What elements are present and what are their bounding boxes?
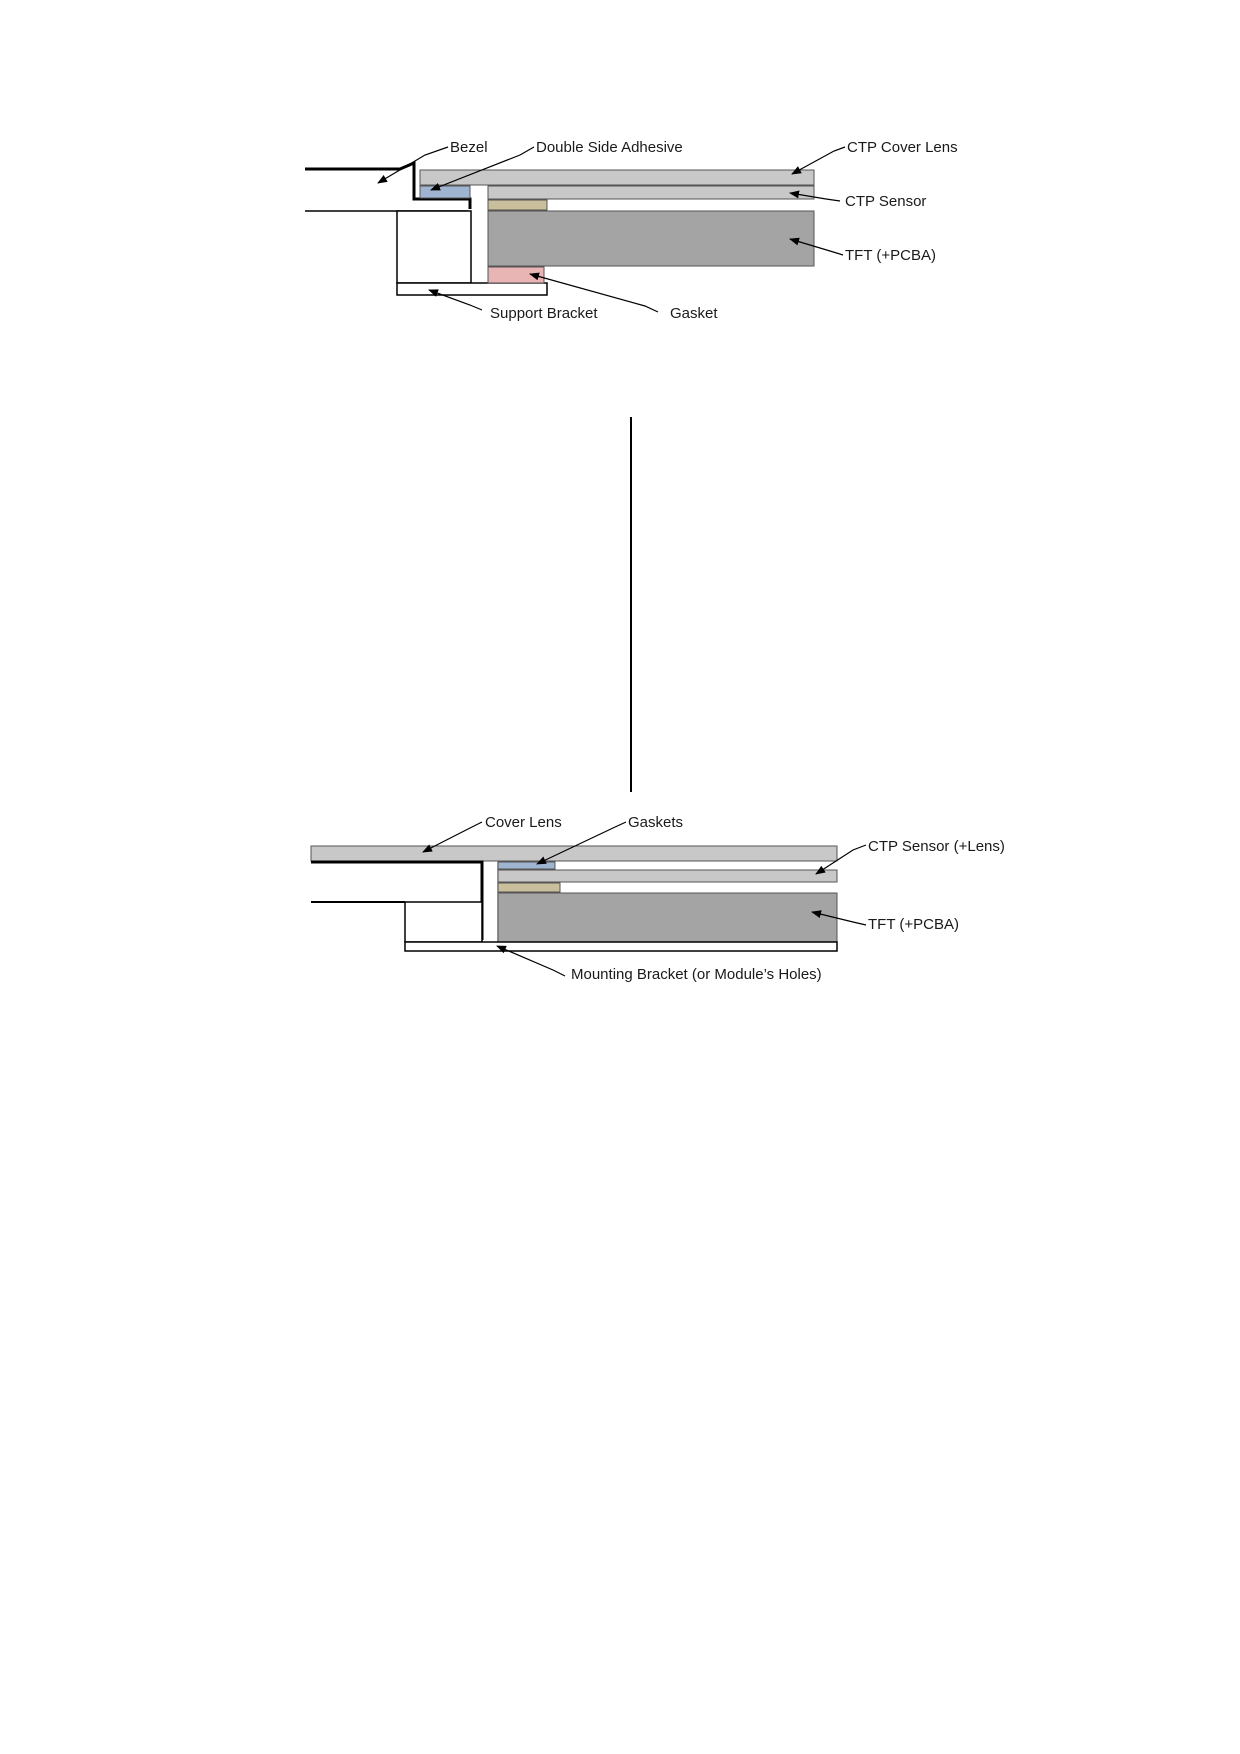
spacer-layer-bottom (498, 883, 560, 892)
mounting-bracket-base (405, 942, 837, 951)
cover-lens-layer (311, 846, 837, 861)
ctp-sensor-layer (488, 186, 814, 199)
spacer-layer (488, 200, 547, 210)
ctp-sensor-lens-layer (498, 870, 837, 882)
tft-label-bottom: TFT (+PCBA) (868, 916, 959, 933)
sensor-label: CTP Sensor (845, 193, 927, 210)
cover-lens-leader (792, 147, 845, 174)
mounting-bracket-label: Mounting Bracket (or Module’s Holes) (571, 966, 822, 983)
gaskets-label: Gaskets (628, 814, 684, 831)
sensor-lens-label: CTP Sensor (+Lens) (868, 838, 1005, 855)
mounting-bracket-box (405, 902, 482, 942)
bezel-label: Bezel (450, 139, 488, 156)
support-bracket-label: Support Bracket (490, 305, 598, 322)
gaskets-layer (498, 862, 555, 869)
tft-layer-bottom (498, 893, 837, 942)
support-bracket-base (397, 283, 547, 295)
cover-lens-label: CTP Cover Lens (847, 139, 958, 156)
ctp-cover-lens-layer (420, 170, 814, 185)
cover-lens-label-bottom: Cover Lens (485, 814, 562, 831)
tft-layer (488, 211, 814, 266)
gasket-label: Gasket (670, 305, 718, 322)
support-bracket-box (397, 211, 471, 283)
double-side-adhesive-layer (420, 186, 470, 198)
adhesive-label: Double Side Adhesive (536, 139, 683, 156)
tft-label: TFT (+PCBA) (845, 247, 936, 264)
diagram-top (305, 139, 958, 322)
diagram-bottom (311, 814, 1005, 983)
